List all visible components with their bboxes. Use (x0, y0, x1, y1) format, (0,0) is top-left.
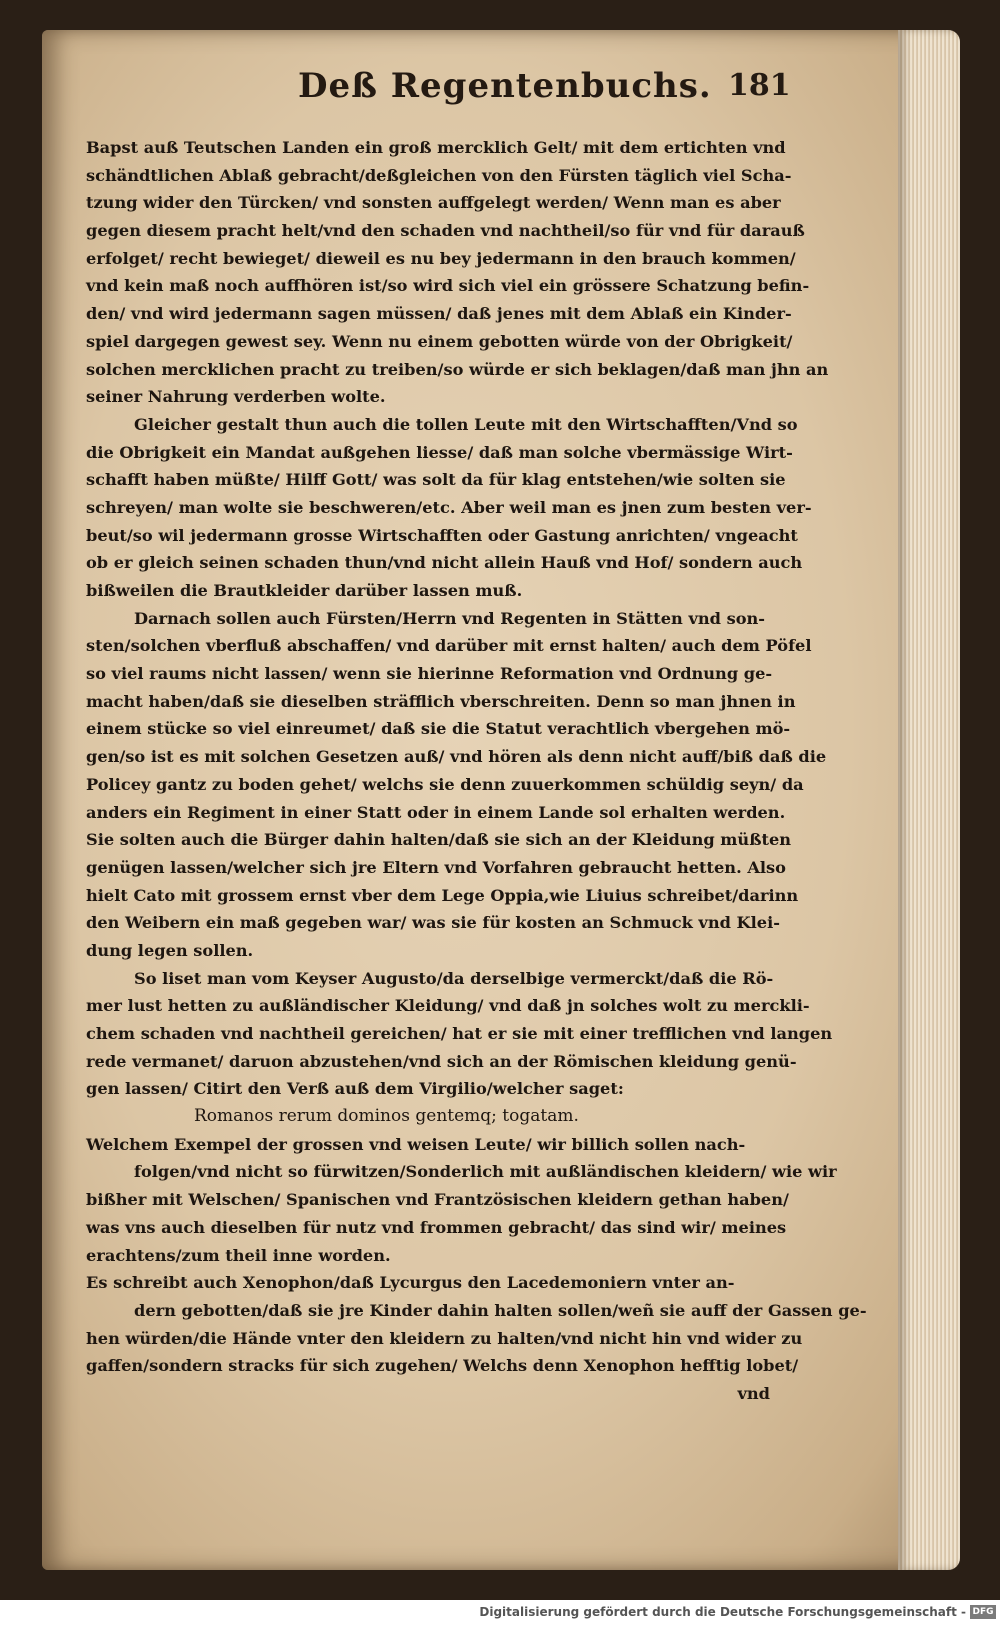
text-line: hielt Cato mit grossem ernst vber dem Lege Oppia,wie Liuius schreibet/darinn (86, 885, 799, 905)
text-line: Es schreibt auch Xenophon/daß Lycurgus den Lacedemoniern vnter an- (86, 1273, 735, 1293)
body-text (86, 134, 867, 1408)
text-line: Sie solten auch die Bürger dahin halten/daß sie sich an der Kleidung müßten (86, 830, 792, 850)
text-line: rede vermanet/ daruon abzustehen/vnd sich an der Römischen kleidung genü- (86, 1051, 797, 1071)
text-line: schändtlichen Ablaß gebracht/deßgleichen von den Fürsten täglich viel Scha- (86, 165, 792, 185)
text-line: anders ein Regiment in einer Statt oder in einem Lande sol erhalten werden. (86, 802, 786, 822)
text-line: gegen diesem pracht helt/vnd den schaden vnd nachtheil/so für vnd für darauß (86, 221, 805, 241)
text-line: so viel raums nicht lassen/ wenn sie hierinne Reformation vnd Ordnung ge- (86, 664, 773, 684)
text-line: Policey gantz zu boden gehet/ welchs sie denn zuuerkommen schüldig seyn/ da (86, 774, 804, 794)
text-line: tzung wider den Türcken/ vnd sonsten auffgelegt werden/ Wenn man es aber (86, 193, 781, 213)
text-line: Welchem Exempel der grossen vnd weisen Leute/ wir billich sollen nach- (86, 1134, 746, 1154)
text-line: die Obrigkeit ein Mandat außgehen liesse/ daß man solche vbermässige Wirt- (86, 442, 793, 462)
text-line: seiner Nahrung verderben wolte. (86, 387, 386, 407)
text-line: gaffen/sondern stracks für sich zugehen/ Welchs denn Xenophon hefftig lobet/ (86, 1356, 799, 1376)
text-line: solchen mercklichen pracht zu treiben/so würde er sich beklagen/daß man jhn an (86, 359, 829, 379)
text-line: Darnach sollen auch Fürsten/Herrn vnd Regenten in Stätten vnd son- (134, 608, 765, 628)
text-line: den Weibern ein maß gegeben war/ was sie für kosten an Schmuck vnd Klei- (86, 913, 780, 933)
text-line: erachtens/zum theil inne worden. (86, 1245, 391, 1265)
text-line: ob er gleich seinen schaden thun/vnd nicht allein Hauß vnd Hof/ sondern auch (86, 553, 803, 573)
text-line: erfolget/ recht bewieget/ dieweil es nu bey jedermann in den brauch kommen/ (86, 248, 796, 268)
catchword: vnd (737, 1383, 770, 1403)
text-line: hen würden/die Hände vnter den kleidern zu halten/vnd nicht hin vnd wider zu (86, 1328, 803, 1348)
text-line: Bapst auß Teutschen Landen ein groß mercklich Gelt/ mit dem ertichten vnd (86, 138, 786, 157)
text-line: den/ vnd wird jedermann sagen müssen/ daß jenes mit dem Ablaß ein Kinder- (86, 304, 792, 324)
text-line: macht haben/daß sie dieselben sträfflich vberschreiten. Denn so man jhnen in (86, 691, 796, 711)
text-line: vnd kein maß noch auffhören ist/so wird sich viel ein grössere Schatzung befin- (86, 276, 810, 296)
text-line: schafft haben müßte/ Hilff Gott/ was solt da für klag entstehen/wie solten sie (86, 470, 786, 490)
text-line: spiel dargegen gewest sey. Wenn nu einem gebotten würde von der Obrigkeit/ (86, 331, 793, 351)
page-number: 181 (728, 68, 791, 103)
text-line: beut/so wil jedermann grosse Wirtschafften oder Gastung anrichten/ vngeacht (86, 525, 798, 545)
text-line: chem schaden vnd nachtheil gereichen/ hat er sie mit einer trefflichen vnd langen (86, 1024, 833, 1043)
text-line: mer lust hetten zu außländischer Kleidung/ vnd daß jn solches wolt zu merckli- (86, 996, 810, 1016)
text-line: gen/so ist es mit solchen Gesetzen auß/ vnd hören als denn nicht auff/biß daß die (86, 747, 827, 767)
text-line: einem stücke so viel einreumet/ daß sie die Statut verachtlich vbergehen mö- (86, 719, 791, 739)
text-line: bißweilen die Brautkleider darüber lassen muß. (86, 581, 523, 600)
text-line: dern gebotten/daß sie jre Kinder dahin halten sollen/weñ sie auff der Gassen ge- (134, 1300, 867, 1320)
text-line: gen lassen/ Citirt den Verß auß dem Virgilio/welcher saget: (86, 1079, 624, 1099)
text-line: Romanos rerum dominos gentemq; togatam. (194, 1106, 579, 1127)
text-line: So liset man vom Keyser Augusto/da derselbige vermerckt/daß die Rö- (134, 968, 774, 988)
page-edges (898, 30, 960, 1570)
text-line: Gleicher gestalt thun auch die tollen Leute mit den Wirtschafften/Vnd so (134, 414, 798, 434)
text-line: was vns auch dieselben für nutz vnd frommen gebracht/ das sind wir/ meines (86, 1217, 787, 1237)
text-line: sten/solchen vberfluß abschaffen/ vnd darüber mit ernst halten/ auch dem Pöfel (86, 636, 812, 656)
text-line: genügen lassen/welcher sich jre Eltern vnd Vorfahren gebraucht hetten. Also (86, 857, 786, 877)
text-line: schreyen/ man wolte sie beschweren/etc. Aber weil man es jnen zum besten ver- (86, 497, 812, 517)
footer-credit: Digitalisierung gefördert durch die Deutsche Forschungsgemeinschaft - (479, 1605, 966, 1619)
text-line: folgen/vnd nicht so fürwitzen/Sonderlich mit außländischen kleidern/ wie wir (134, 1162, 837, 1182)
text-line: dung legen sollen. (86, 940, 254, 960)
running-title: Deß Regentenbuchs. (298, 66, 712, 106)
page-header (298, 66, 798, 116)
text-line: bißher mit Welschen/ Spanischen vnd Frantzösischen kleidern gethan haben/ (86, 1190, 789, 1210)
dfg-logo: DFG (970, 1605, 996, 1619)
footer-bar (0, 1600, 1000, 1625)
